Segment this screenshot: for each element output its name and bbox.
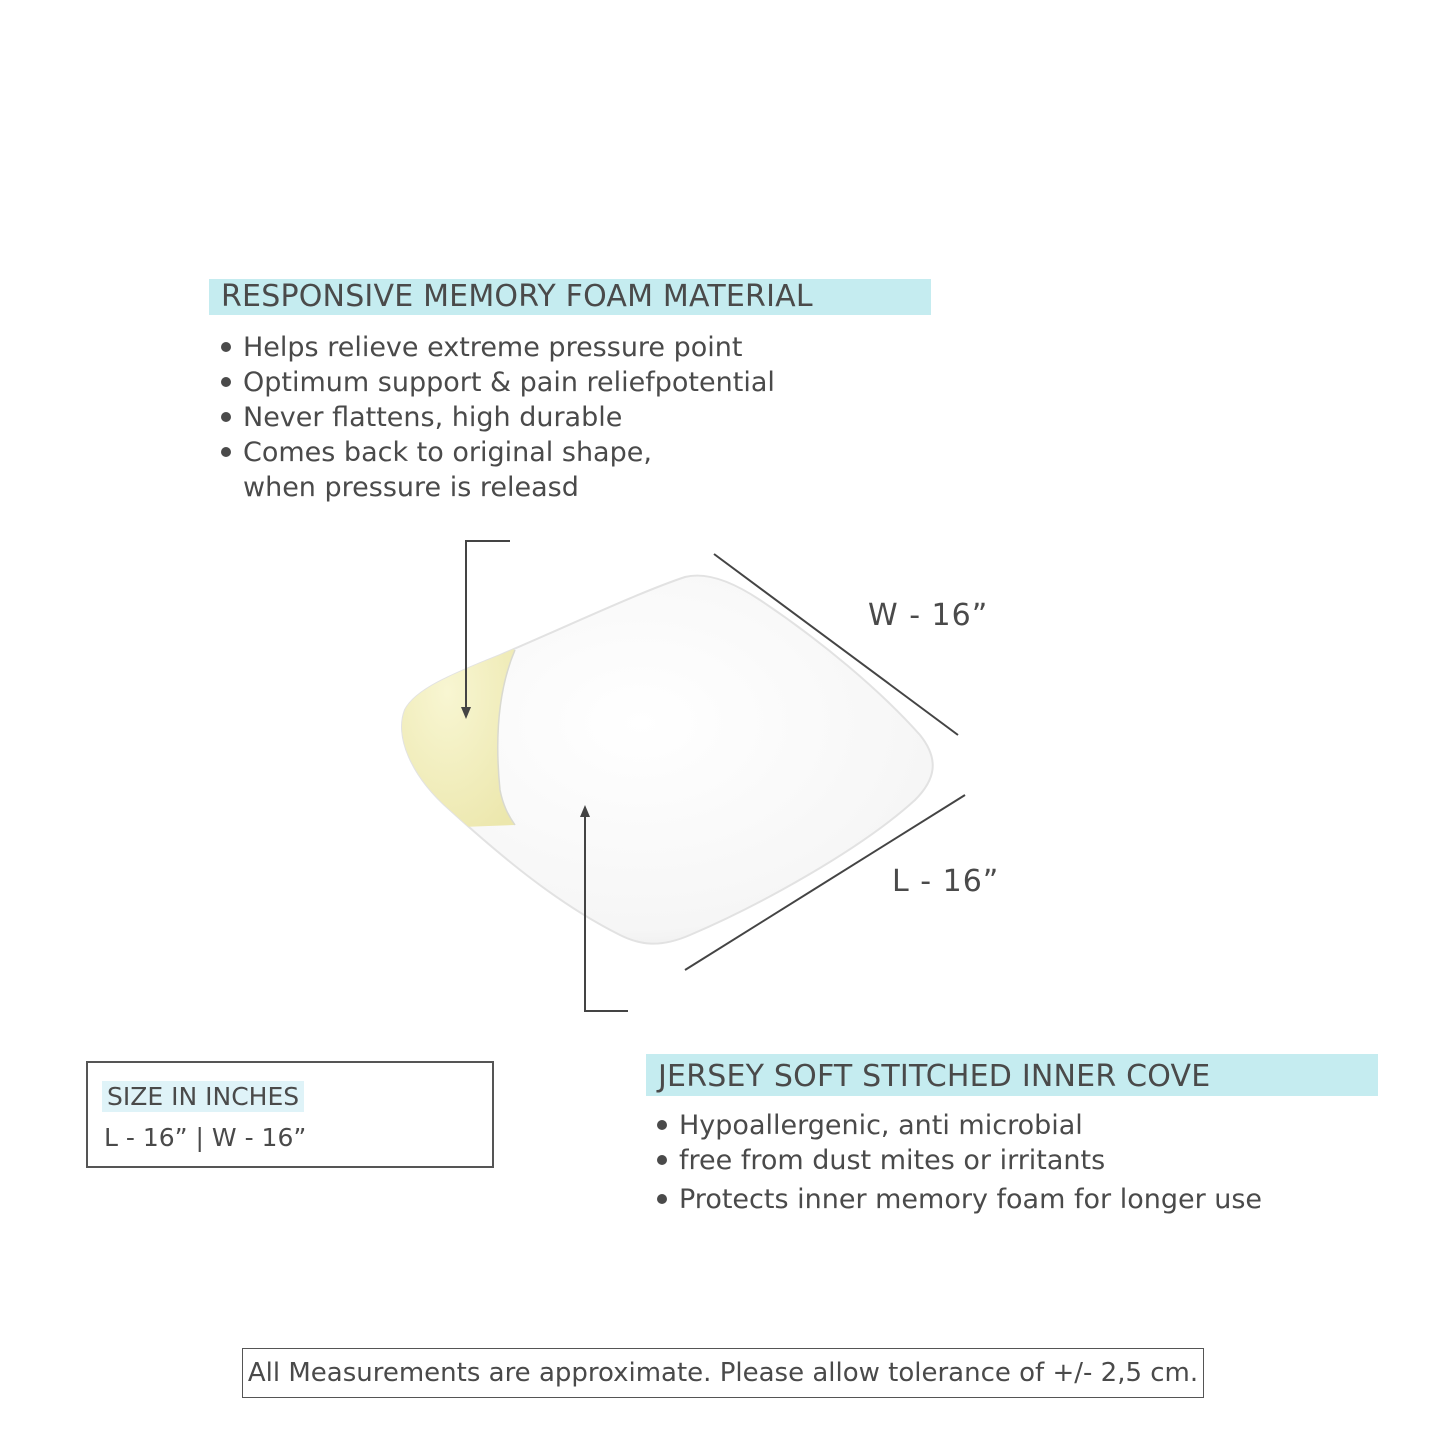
size-info-box [86,1061,494,1168]
width-label: W - 16” [868,598,989,633]
list-item: Protects inner memory foam for longer use [653,1182,1273,1217]
list-item: free from dust mites or irritants [653,1143,1273,1178]
measurement-disclaimer [242,1348,1204,1398]
foam-cutaway [380,600,515,830]
size-title: SIZE IN INCHES [102,1081,304,1112]
foam-section-heading-text: RESPONSIVE MEMORY FOAM MATERIAL [221,279,813,314]
length-label: L - 16” [892,864,1000,899]
list-item: Optimum support & pain reliefpotential [217,365,777,400]
list-item: Comes back to original shape, when pressure is releasd [217,435,713,505]
cover-section-heading [646,1054,1378,1096]
cover-section-heading-text: JERSEY SOFT STITCHED INNER COVE [658,1059,1211,1094]
measurement-disclaimer-text: All Measurements are approximate. Please allow tolerance of +/- 2,5 cm. [247,1358,1199,1388]
cover-feature-list [653,1108,1273,1217]
list-item: Never flattens, high durable [217,400,777,435]
list-item: Hypoallergenic, anti microbial [653,1108,1273,1143]
list-item: Helps relieve extreme pressure point [217,330,777,365]
size-value: L - 16” | W - 16” [104,1123,307,1152]
